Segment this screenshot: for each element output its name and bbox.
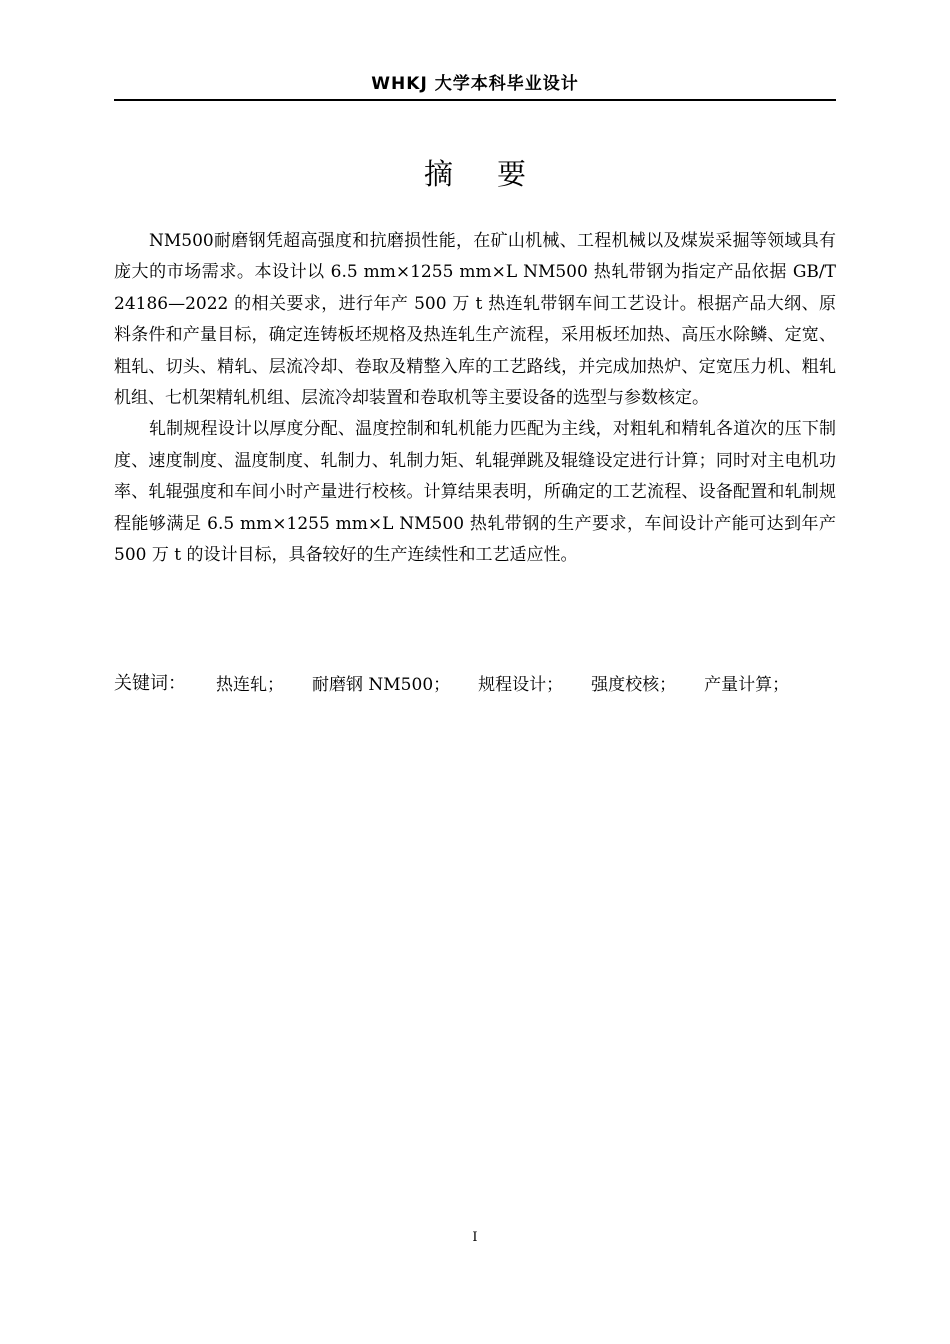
keyword-item: 强度校核； <box>591 674 677 695</box>
abstract-paragraph-2: 轧制规程设计以厚度分配、温度控制和轧机能力匹配为主线，对粗轧和精轧各道次的压下制度、速度制度、温度制度、轧制力、轧制力矩、轧辊弹跳及辊缝设定进行计算；同时对主电机功率、轧辊强度和车间小时产量进行校核。计算结果表明，所确定的工艺流程、设备配置和轧制规程能够满足 6.5 mm×1255 mm×L NM500 热轧带钢的生产要求，车间设计产能可达到年产 500 万 t 的设计目标，具备较好的生产连续性和工艺适应性。 <box>114 419 836 566</box>
keywords-row <box>114 664 836 700</box>
keyword-item: 耐磨钢 NM500； <box>312 674 451 695</box>
keyword-item: 规程设计； <box>478 674 564 695</box>
page-header <box>114 72 836 101</box>
page-number: I <box>472 1230 478 1245</box>
keyword-item: 热连轧； <box>216 674 284 695</box>
abstract-title: 摘要 <box>423 157 570 191</box>
abstract-body <box>114 226 836 571</box>
keyword-item: 产量计算； <box>704 674 790 695</box>
keywords-label: 关键词： <box>114 673 186 694</box>
header-title: WHKJ 大学本科毕业设计 <box>371 74 579 94</box>
abstract-paragraph-1: NM500耐磨钢凭超高强度和抗磨损性能，在矿山机械、工程机械以及煤炭采掘等领域具有庞大的市场需求。本设计以 6.5 mm×1255 mm×L NM500 热轧带钢为指定产品依据 GB/T 24186—2022 的相关要求，进行年产 500 万 t 热连轧带钢车间工艺设计。根据产品大纲、原料条件和产量目标，确定连铸板坯规格及热连轧生产流程，采用板坯加热、高压水除鳞、定宽、粗轧、切头、精轧、层流冷却、卷取及精整入库的工艺路线，并完成加热炉、定宽压力机、粗轧机组、七机架精轧机组、层流冷却装置和卷取机等主要设备的选型与参数核定。 <box>114 231 836 409</box>
